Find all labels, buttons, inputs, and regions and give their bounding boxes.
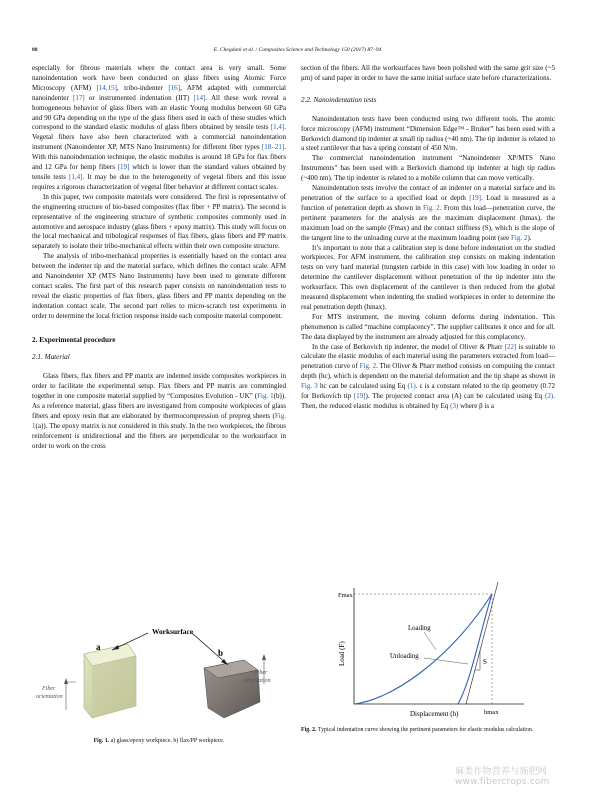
fiber-orientation-left-line1: Fiber bbox=[42, 686, 56, 692]
nano-paragraph-3 bbox=[301, 184, 555, 243]
reference-link[interactable]: [14,15] bbox=[96, 83, 117, 92]
subsection-title-material: 2.1. Material bbox=[32, 353, 70, 362]
intro-paragraph-1 bbox=[32, 64, 286, 193]
reference-link[interactable]: [19] bbox=[117, 163, 130, 172]
text-run: . Load is measured as a function of penetration depth as shown in bbox=[301, 193, 555, 212]
text-run: especially for fibrous materials where the contact area is very small. Some nanoindentation work have been conducted on glass fibers using Atomic Force Microscopy (AFM) bbox=[32, 64, 286, 92]
figure-1-workpieces bbox=[32, 618, 286, 728]
figure-1-caption-label: Fig. 1. bbox=[93, 738, 110, 744]
text-run: , tribo-indenter bbox=[117, 83, 169, 92]
y-axis-label: Load (F) bbox=[338, 641, 346, 666]
fiber-orientation-right-line2: orientation bbox=[244, 678, 271, 684]
text-run: . It may be due to the heterogeneity of vegetal fibers and this issue requires a rigorous characterization of vegetal fiber behavior at different contact scales. bbox=[32, 172, 287, 191]
reference-link[interactable]: [17] bbox=[72, 93, 85, 102]
text-run: . Vegetal fibers have also been characterized with a commercial nanoindentation instrument (Nanoindenter XP, MTS Nano Instruments) for different fiber types bbox=[32, 123, 286, 152]
text-run: The commercial nanoindentation instrument “Nanoindenter XP/MTS Nano Instruments” has been used with a Berkovich diamond tip indenter at high tip radius (~400 nm). The tip indenter is related to a mobile column that can move vertically. bbox=[301, 154, 555, 183]
text-run: Nanoindentation tests have been conducted using two different tools. The atomic force microscopy (AFM) instrument “Dimension Edge™ - Bruker” has been used with a Berkovich diamond tip indenter at small tip radius (~40 nm). The tip indenter is related to a steel cantilever that has a spring constant of 450 N/m. bbox=[301, 114, 555, 153]
nano-paragraph-6 bbox=[301, 343, 555, 412]
figure-2-caption-label: Fig. 2. bbox=[301, 727, 317, 733]
text-run: . Then, the reduced elastic modulus is obtained by Eq bbox=[301, 392, 556, 410]
figure-1-label-b: b bbox=[218, 648, 224, 658]
reference-link[interactable]: [19] bbox=[353, 392, 366, 401]
axes bbox=[354, 588, 524, 704]
hmax-label: hmax bbox=[484, 709, 499, 716]
reference-link[interactable]: Fig. 3 bbox=[301, 382, 318, 391]
reference-link[interactable]: [18–21] bbox=[261, 143, 285, 152]
text-run: hc can be calculated using Eq bbox=[317, 382, 408, 391]
text-run: (a)). The epoxy matrix is not considered in this study. In the two workpieces, the fibrous reinforcement is unidirectional and the fibers are perpendicular to the worksurface in order to work on the cross bbox=[32, 421, 286, 450]
reference-link[interactable]: Fig. 1 bbox=[257, 392, 274, 401]
unloading-label: Unloading bbox=[390, 653, 419, 660]
page-header bbox=[32, 47, 563, 57]
fiber-arrow-left bbox=[66, 682, 76, 710]
text-run: . ε is a constant related to the tip geometry (0.72 for Berkovich tip bbox=[301, 382, 556, 401]
reference-link[interactable]: Fig. 2 bbox=[359, 362, 377, 371]
right-column bbox=[301, 64, 555, 412]
loading-label: Loading bbox=[408, 625, 431, 632]
nano-paragraph-5 bbox=[301, 313, 555, 343]
reference-link[interactable]: (3) bbox=[450, 402, 459, 410]
subsection-title-nanoindentation: 2.2. Nanoindentation tests bbox=[301, 95, 377, 104]
text-run: . With this nanoindentation technique, the elastic modulus is around 18 GPa for flax fibers and 12 GPa for hemp fibers bbox=[32, 143, 286, 172]
fmax-label: Fmax bbox=[338, 592, 353, 599]
text-run: section of the fibers. All the worksurfaces have been polished with the same grit size (~5 μm) of sand paper in order to have the same initial surface state before characterizations. bbox=[301, 64, 555, 82]
reference-link[interactable]: [1,4] bbox=[270, 123, 285, 132]
figure-2-indentation-curve bbox=[320, 582, 540, 722]
figure-2-caption-text: Typical indentation curve showing the pertinent parameters for elastic modulus calculation. bbox=[316, 727, 534, 733]
text-run: where β is a bbox=[458, 402, 495, 410]
worksurface-label: Worksurface bbox=[152, 627, 194, 636]
text-run: In the case of Berkovich tip indenter, the model of Oliver & Pharr bbox=[312, 342, 505, 351]
text-run: which is lower than the standard values obtained by tensile tests bbox=[32, 163, 286, 181]
text-run: . From this load—penetration curve, the pertinent parameters for the analysis are the maximum displacement (hmax), the maximum load on the sample (Fmax) and the contact stiffness (S), which is the slope of the tangent line to the unloading curve at the maximum loading point (see bbox=[301, 203, 556, 242]
text-run: (b)). As a reference material, glass fibers are investigated from composite workpieces of glass fibers and epoxy resin that are elaborated by thermocompression of prepreg sheets ( bbox=[32, 392, 286, 420]
reference-link[interactable]: [16] bbox=[168, 83, 181, 92]
text-run: It’s important to note that a calibration step is done before indentation on the studied workpieces. For AFM instrument, the calibration step consists on making indentation tests on very hard material (tungsten carbide in this case) with low loading in order to determine the cantilever displacement without penetration of the tip indenter into the worksurface. This own displacement of the cantilever is then reduced from the global measured displacement when indenting the studied workpieces in order to determine the real penetration depth (hmax). bbox=[301, 243, 555, 311]
page-number: 88 bbox=[32, 47, 38, 53]
reference-link[interactable]: (1) bbox=[407, 382, 416, 391]
fiber-orientation-right-line1: Fiber bbox=[254, 670, 268, 676]
text-run: For MTS instrument, the moving column deforms during indentation. This phenomenon is called “machine complacency”. The supplier calibrates it once and for all. The data displayed by the instrument are already adjusted for this complacency. bbox=[301, 312, 555, 341]
running-title: E. Chegdani et al. / Composites Science and Technology 150 (2017) 87–94 bbox=[213, 47, 382, 53]
unloading-pointer bbox=[424, 658, 468, 664]
reference-link[interactable]: (2) bbox=[545, 392, 554, 401]
x-axis-label: Displacement (h) bbox=[410, 710, 459, 718]
unloading-curve bbox=[458, 594, 492, 704]
nano-paragraph-4 bbox=[301, 244, 555, 313]
tangent-line bbox=[466, 582, 498, 704]
reference-link[interactable]: [22] bbox=[504, 342, 517, 351]
reference-link[interactable]: Fig. 1 bbox=[32, 412, 286, 430]
reference-link[interactable]: Fig. 2 bbox=[422, 203, 440, 212]
text-run: is suitable to calculate the elastic modulus of each material using the parameters extracted from load—penetration curve of bbox=[301, 342, 555, 371]
reference-link[interactable]: Fig. 2 bbox=[510, 233, 528, 242]
reference-link[interactable]: [1,4] bbox=[68, 172, 83, 181]
figure-1-caption bbox=[32, 738, 286, 744]
left-column bbox=[32, 64, 286, 452]
nano-paragraph-1 bbox=[301, 115, 555, 155]
fiber-orientation-left-line2: orientation bbox=[36, 694, 63, 700]
intro-paragraph-2 bbox=[32, 193, 286, 252]
watermark: 麻类作物营养与施肥网 www.fibercrops.com bbox=[455, 767, 550, 787]
text-run: ). bbox=[527, 233, 532, 242]
figure-2-caption bbox=[301, 726, 555, 734]
stiffness-label: S bbox=[483, 658, 487, 666]
loading-curve bbox=[354, 594, 492, 704]
material-paragraph bbox=[32, 372, 286, 451]
reference-link[interactable]: [19] bbox=[469, 193, 482, 202]
section-title: 2. Experimental procedure bbox=[32, 334, 116, 344]
text-run: Glass fibers, flax fibers and PP matrix are indented inside composites workpieces in order to facilitate the experimental setup. Flax fibers and PP matrix are commingled together in one composite material supplied by “Composites Evolution - UK” ( bbox=[32, 372, 286, 401]
text-run: Nanoindentation tests involve the contact of an indenter on a material surface and its penetration of the surface to a specified load or depth bbox=[301, 184, 555, 202]
text-run: or instrumented indentation (IIT) bbox=[84, 93, 194, 102]
text-run: ). The projected contact area (A) can be calculated using Eq bbox=[365, 392, 546, 401]
text-run: , AFM adapted with commercial nanoindenter bbox=[32, 83, 287, 102]
reference-link[interactable]: [14] bbox=[193, 93, 206, 102]
intro-paragraph-3 bbox=[32, 252, 286, 321]
text-run: . All these work reveal a homogeneous behavior of glass fibers with an elastic Young modulus between 60 GPa and 90 GPa depending on the type of the glass fibers used in each of these studies which correspond to the standard elastic modulus of glass fibers obtained by tensile tests bbox=[32, 93, 286, 132]
text-run: In this paper, two composite materials were considered. The first is representative of the engineering structure of bio-based composites (flax fiber + PP matrix). The second is representative of the engineering structure of synthetic composites commonly used in automotive and aerospace industry (glass fibers + epoxy matrix). This study will focus on the local mechanical and tribological responses of flax fibers, glass fibers and PP matrix separately to isolate their tribo-mechanical effects within their own composite structure. bbox=[32, 192, 286, 251]
glass-epoxy-sample bbox=[84, 644, 136, 718]
flax-pp-sample bbox=[204, 660, 260, 718]
nano-paragraph-2 bbox=[301, 154, 555, 184]
figure-1-caption-text: a) glass/epoxy workpiece. b) flax/PP workpiece. bbox=[109, 738, 225, 744]
continued-paragraph bbox=[301, 64, 555, 84]
loading-pointer bbox=[424, 632, 436, 650]
text-run: . The Oliver & Pharr method consists on computing the contact depth (hc), which is dependent on the material deformation and the tip shape as shown in bbox=[301, 362, 555, 381]
figure-1-label-a: a bbox=[96, 642, 101, 652]
text-run: The analysis of tribo-mechanical properties is essentially based on the contact area between the indenter tip and the material surface, which defines the contact scale. AFM and Nanoindenter XP (MTS Nano Instruments) have been used to generate different contact scales. The first part of this research paper consists on nanoindentation tests to reveal the elastic properties of flax fibers, glass fibers and PP matrix depending on the indentation contact scale. The second part relies to micro-scratch test experiments in order to determine the local friction response inside each composite material component. bbox=[32, 252, 286, 320]
